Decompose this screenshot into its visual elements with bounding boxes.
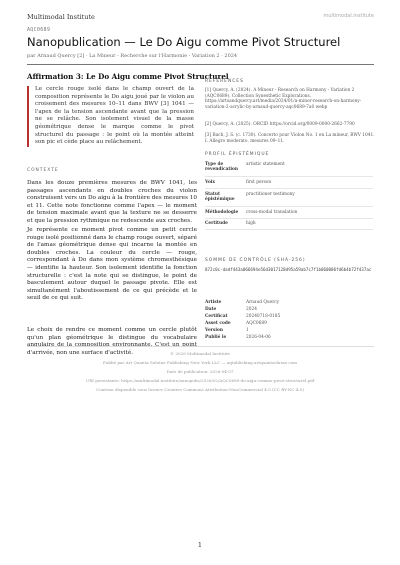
profile-value: first person xyxy=(246,180,272,185)
persistent-uri[interactable]: URI persistante: https://multimodal.institute/nanopubs/2026/02/AQC0689-do-aigu-comme-pivot-structurel.pdf xyxy=(85,378,315,383)
profile-key: Type de revendication xyxy=(205,162,238,173)
license-line[interactable]: Contenu disponible sous licence Creative Commons Attribution-NonCommercial 4.0 (CC BY-NC 4.0) xyxy=(96,387,304,392)
profile-divider xyxy=(205,218,373,219)
profile-value: high xyxy=(246,221,256,226)
page-title: Nanopublication — Le Do Aigu comme Pivot Structurel xyxy=(27,35,341,49)
checksum-label: SOMME DE CONTRÔLE (SHA-256) xyxy=(205,258,306,263)
profile-divider xyxy=(205,229,373,230)
footer-divider xyxy=(27,346,374,347)
meta-key: Date xyxy=(205,307,217,312)
site-domain[interactable]: multimodal.institute xyxy=(323,13,374,19)
meta-key: Certificat xyxy=(205,314,228,319)
epistemic-profile-label: PROFIL ÉPISTÉMIQUE xyxy=(205,152,270,157)
reference-item[interactable]: [2] Quercy, A. (2025). ORCID https://orcid.org/0009-0000-2662-7790 xyxy=(205,122,355,127)
meta-value: 2026-04-06 xyxy=(246,335,271,340)
publication-date: Date de publication: 2026-04-07 xyxy=(166,369,234,374)
context-paragraph-3: Le choix de rendre ce moment comme un cercle plutôt qu'un plan géométrique le distingue du vocabulaire angulaire de la composition environnante. C'est un point d'arrivée, non une surface d'activité. xyxy=(27,327,197,356)
meta-key: Asset code xyxy=(205,321,231,326)
profile-value: cross-modal translation xyxy=(246,210,298,215)
profile-key: Méthodologie xyxy=(205,210,239,215)
profile-divider xyxy=(205,176,373,177)
publisher-line[interactable]: Publié par Art Quanta Solutae Publishing New York LLC — aqtublishing.artquantsolutae.com xyxy=(102,360,298,365)
meta-key: Publié le xyxy=(205,335,227,340)
institute-name: Multimodal Institute xyxy=(27,13,95,21)
profile-value: practitioner testimony xyxy=(246,192,295,197)
checksum-value: 872c0c-dadf443a066694e56d3017128d95a59ab7c7f1b060006fd6b4b72f437ac xyxy=(205,267,372,272)
claim-callout xyxy=(27,86,194,147)
profile-divider xyxy=(205,188,373,189)
meta-value: 20240718-0185 xyxy=(246,314,281,319)
profile-key: Voix xyxy=(205,180,215,185)
reference-item[interactable]: [1] Quercy, A. (2024). A Mineur - Research on Harmony - Variation 2 (AQC0689). Collection Synesthetic Explorations. https://artsandquercy.art/media/2024/01/a-minor-research-on-harmony-variation-2-acrylic-by-arnaud-quercy-aqc0689-7a0 webp xyxy=(205,88,362,110)
meta-key: Artiste xyxy=(205,300,222,305)
profile-divider xyxy=(205,206,373,207)
header-divider xyxy=(27,64,374,65)
profile-key: Certitude xyxy=(205,221,228,226)
context-label: CONTEXTE xyxy=(27,168,59,173)
claim-heading: Affirmation 3: Le Do Aigu comme Pivot Structurel xyxy=(27,72,229,81)
context-paragraph-1: Dans les douze premières mesures de BWV 1041, les passages ascendants en doubles croches du violon construisent vers un Do aigu à la frontière des mesures 10 et 11. Cette note fonctionne comme l'apex — le moment de tension maximale avant que la texture ne se desserre et que la pression rythmique ne redescende aux croches. xyxy=(27,180,197,224)
page-number: 1 xyxy=(197,541,203,549)
meta-value: 2024 xyxy=(246,307,257,312)
meta-key: Version xyxy=(205,328,223,333)
doc-id: AQC0689 xyxy=(27,27,51,33)
copyright: © 2026 Multimodal Institute xyxy=(170,351,230,356)
references-label: RÉFÉRENCES xyxy=(205,79,244,84)
meta-value: 1 xyxy=(246,328,249,333)
meta-value: AQC0689 xyxy=(246,321,267,326)
byline: par Arnaud Quercy [2] · La Mineur - Recherche sur l'Harmonie - Variation 2 · 2024 xyxy=(27,53,238,59)
claim-text: Le cercle rouge isolé dans le champ ouvert de la composition représente le Do aigu joué par le violon au croisement des mesures 10–11 dans BWV [3] 1041 — l'apex de la tension ascendante avant que la pression ne se relâche. Son isolement visuel de la masse géométrique dense le marque comme le pivot structurel du passage : le point où la montée atteint son pic et cède place au relâchement. xyxy=(35,86,194,146)
context-paragraph-2: Je représente ce moment pivot comme un petit cercle rouge isolé positionné dans le champ rouge ouvert, séparé de l'amas géométrique dense qui incarne la montée en doubles croches. La couleur du cercle — rouge, correspondant à Do dans mon système chromesthésique — identifie la hauteur. Son isolement identifie la fonction structurelle : c'est la note qui se distingue, le point de basculement autour duquel le passage pivote. Elle est simultanément l'aboutissement de ce qui précède et le seuil de ce qui suit. xyxy=(27,227,197,302)
meta-value: Arnaud Quercy xyxy=(246,300,280,305)
profile-value: artistic statement xyxy=(246,162,285,167)
profile-key: Statut épistémique xyxy=(205,192,235,203)
reference-item: [3] Bach, J. S. (c. 1730). Concerto pour Violon No. 1 en La mineur, BWV 1041. I. Allegro moderato, mesures 09–11. xyxy=(205,133,375,144)
